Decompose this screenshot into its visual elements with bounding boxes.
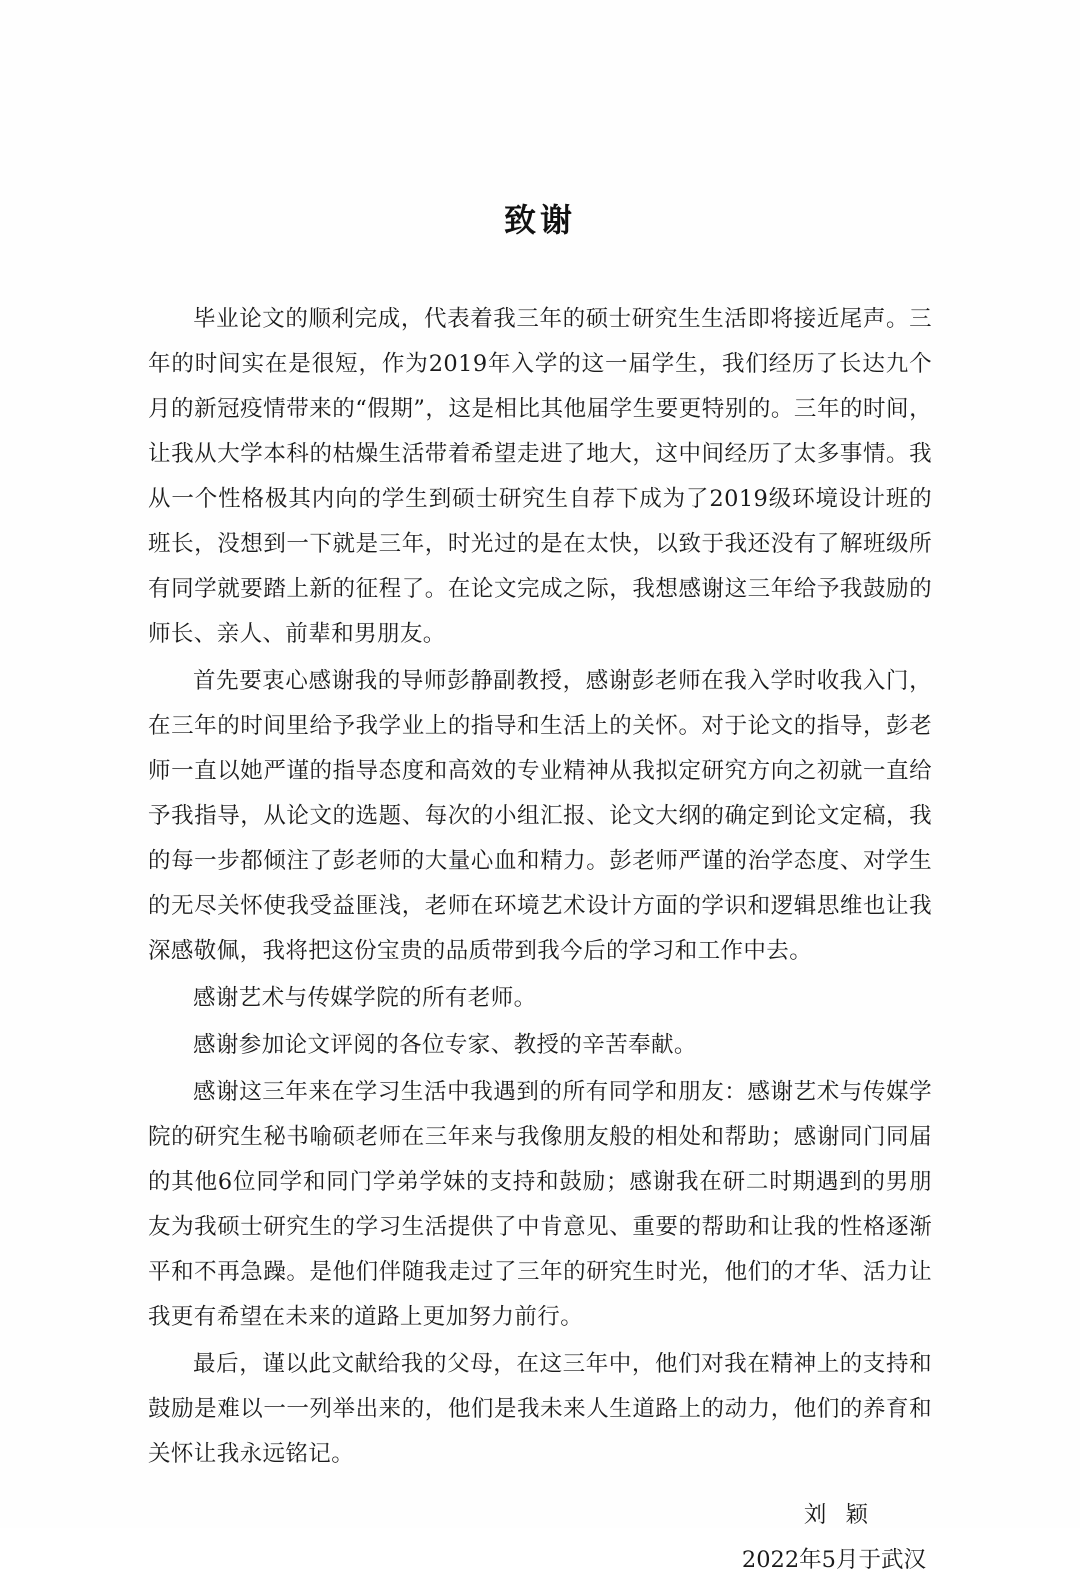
signature-block	[148, 1493, 932, 1583]
paragraph: 感谢参加论文评阅的各位专家、教授的辛苦奉献。	[193, 1032, 697, 1058]
signature-date: 2022年5月于武汉	[741, 1547, 926, 1573]
document-body	[148, 195, 932, 1583]
page-title: 致谢	[503, 201, 576, 239]
signature-name: 刘 颖	[803, 1502, 874, 1528]
paragraph: 首先要衷心感谢我的导师彭静副教授，感谢彭老师在我入学时收我入门，在三年的时间里给予我学业上的指导和生活上的关怀。对于论文的指导，彭老师一直以她严谨的指导态度和高效的专业精神从我拟定研究方向之初就一直给予我指导，从论文的选题、每次的小组汇报、论文大纲的确定到论文定稿，我的每一步都倾注了彭老师的大量心血和精力。彭老师严谨的治学态度、对学生的无尽关怀使我受益匪浅，老师在环境艺术设计方面的学识和逻辑思维也让我深感敬佩，我将把这份宝贵的品质带到我今后的学习和工作中去。	[148, 668, 932, 964]
paragraph: 感谢艺术与传媒学院的所有老师。	[193, 985, 537, 1011]
paragraph: 毕业论文的顺利完成，代表着我三年的硕士研究生生活即将接近尾声。三年的时间实在是很短，作为2019年入学的这一届学生，我们经历了长达九个月的新冠疫情带来的“假期”，这是相比其他届学生要更特别的。三年的时间，让我从大学本科的枯燥生活带着希望走进了地大，这中间经历了太多事情。我从一个性格极其内向的学生到硕士研究生自荐下成为了2019级环境设计班的班长，没想到一下就是三年，时光过的是在太快，以致于我还没有了解班级所有同学就要踏上新的征程了。在论文完成之际，我想感谢这三年给予我鼓励的师长、亲人、前辈和男朋友。	[148, 306, 932, 647]
paragraph: 最后，谨以此文献给我的父母，在这三年中，他们对我在精神上的支持和鼓励是难以一一列举出来的，他们是我未来人生道路上的动力，他们的养育和关怀让我永远铭记。	[148, 1351, 932, 1467]
paragraph: 感谢这三年来在学习生活中我遇到的所有同学和朋友：感谢艺术与传媒学院的研究生秘书喻硕老师在三年来与我像朋友般的相处和帮助；感谢同门同届的其他6位同学和同门学弟学妹的支持和鼓励；感谢我在研二时期遇到的男朋友为我硕士研究生的学习生活提供了中肯意见、重要的帮助和让我的性格逐渐平和不再急躁。是他们伴随我走过了三年的研究生时光，他们的才华、活力让我更有希望在未来的道路上更加努力前行。	[148, 1079, 932, 1330]
